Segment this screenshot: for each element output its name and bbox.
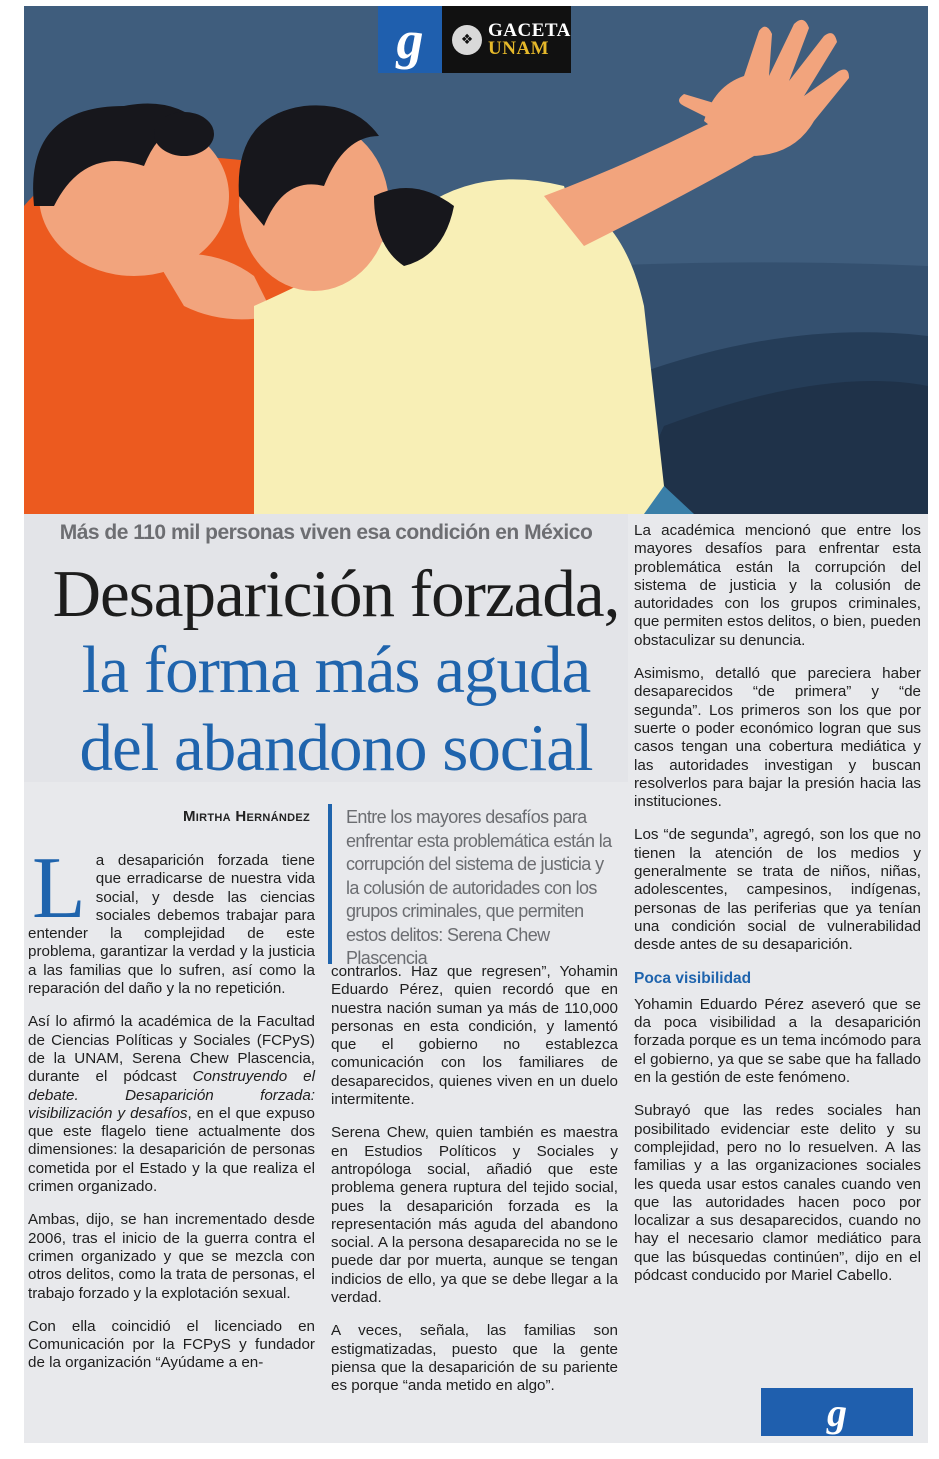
pull-quote-bar [328,804,332,964]
podcast-title: Construyendo el debate. Desaparición forzada: visibilización y desafíos [28,1068,315,1122]
column2-paragraph2: Serena Chew, quien también es maestra en Estudios Políticos y Sociales y antropóloga social, añadió que este problema genera ruptura del tejido social, pues la desaparición forzada es la representación más aguda del abandono social. A la persona desaparecida no se le puede dar por muerta, aunque se tengan indicios de ello, ya que se debe llegar a la verdad. [331,1124,618,1307]
gaceta-line1: GACETA [488,19,571,41]
column3-paragraph2: Asimismo, detalló que pareciera haber desaparecidos “de primera” y “de segunda”. Los primeros son los que por suerte o poder económico logran que sus casos tengan una cobertura mediática y las autoridades investigan y buscan resolverlos para bajar la presión hacia las instituciones. [634,665,921,811]
column1-p2b: , en el que expuso que este flagelo tiene actualmente dos dimensiones: la desaparición de personas cometida por el Estado y la que realiza el crimen organizado. [28,1104,315,1196]
drop-cap: L [32,840,86,937]
gaceta-g-logo: g [378,6,442,73]
column1-paragraph1 [28,840,315,998]
article-title-line1: Desaparición forzada, [52,557,620,631]
column3-paragraph3: Los “de segunda”, agregó, son los que no tienen la atención de los medios y generalmente se trata de niños, niñas, adolescentes, campesinos, indígenas, personas de las periferias que ya tenían una condición social de vulnerabilidad desde antes de su desaparición. [634,826,921,954]
gaceta-unam-logo[interactable] [378,6,571,73]
article-kicker: Más de 110 mil personas viven esa condición en México [59,521,593,544]
gaceta-unam-wordmark [442,6,571,73]
column1-paragraph2 [28,1013,315,1196]
footer-gaceta-logo[interactable]: g [761,1388,913,1436]
article-column-3 [634,522,921,1300]
pull-quote: Entre los mayores desafíos para enfrentar esta problemática están la corrupción del sistema de justicia y la colusión de autoridades con los grupos criminales, que permiten estos delitos: Serena Chew Plascencia [346,807,612,968]
column1-p1-text: a desaparición forzada tiene que erradicarse de nuestra vida social, y desde las ciencias sociales debemos trabajar para entender la complejidad de este problema, garantizar la verdad y la justicia a las familias que lo sufren, así como la reparación del daño y la no repetición. [28,852,315,998]
column3-paragraph4: Yohamin Eduardo Pérez aseveró que se da poca visibilidad a la desaparición forzada porque es un tema incómodo para el gobierno, ya que se sabe que ha fallado en la gestión de este fenómeno. [634,995,921,1087]
article-title-line3: del abandono social [79,711,593,785]
column1-p2a: Así lo afirmó la académica de la Facultad de Ciencias Políticas y Sociales (FCPyS) de la UNAM, Serena Chew Plascencia, durante el pódcast [28,1013,315,1086]
column2-paragraph1: contrarlos. Haz que regresen”, Yohamin Eduardo Pérez, quien recordó que en nuestra nación suman ya más de 110,000 personas en esta condición, y lamentó que el gobierno no establezca comunicación con los familiares de desaparecidos, quienes viven en un duelo intermitente. [331,963,618,1109]
gaceta-text [488,19,571,59]
article-byline: Mirtha Hernández [182,808,310,825]
article-title-line2: la forma más aguda [81,633,591,707]
gaceta-line2: UNAM [488,37,550,59]
column2-paragraph3: A veces, señala, las familias son estigmatizadas, puesto que la gente piensa que la desaparición de su pariente es porque “anda metido en algo”. [331,1322,618,1395]
orange-figure-hair-bun [154,112,214,156]
column1-paragraph3: Ambas, dijo, se han incrementado desde 2006, tras el inicio de la guerra contra el crimen organizado y que se mezcla con otros delitos, como la trata de personas, el trabajo forzado y la explotación sexual. [28,1211,315,1302]
column3-paragraph1: La académica mencionó que entre los mayores desafíos para enfrentar esta problemática están la corrupción del sistema de justicia y la colusión de autoridades con los grupos criminales, que permiten estos delitos, o bien, pueden obstaculizar su denuncia. [634,522,921,649]
column3-paragraph5: Subrayó que las redes sociales han posibilitado evidenciar este delito y su complejidad, pero no lo resuelven. A las familias y a las organizaciones sociales les queda usar estos canales cuando ven que las autoridades hacen poco por localizar a sus desaparecidos, cuando no hay el necesario clamor mediático para que las búsquedas continúen”, dijo en el pódcast conducido por Mariel Cabello. [634,1102,921,1284]
article-column-1 [28,840,315,1388]
column1-paragraph4: Con ella coincidió el licenciado en Comunicación por la FCPyS y fundador de la organización “Ayúdame a en- [28,1317,315,1372]
unam-seal-icon: ❖ [452,25,482,55]
illustration-svg [24,6,928,514]
hero-illustration [24,6,928,514]
section-subhead: Poca visibilidad [634,969,752,987]
article-column-2 [331,963,618,1411]
